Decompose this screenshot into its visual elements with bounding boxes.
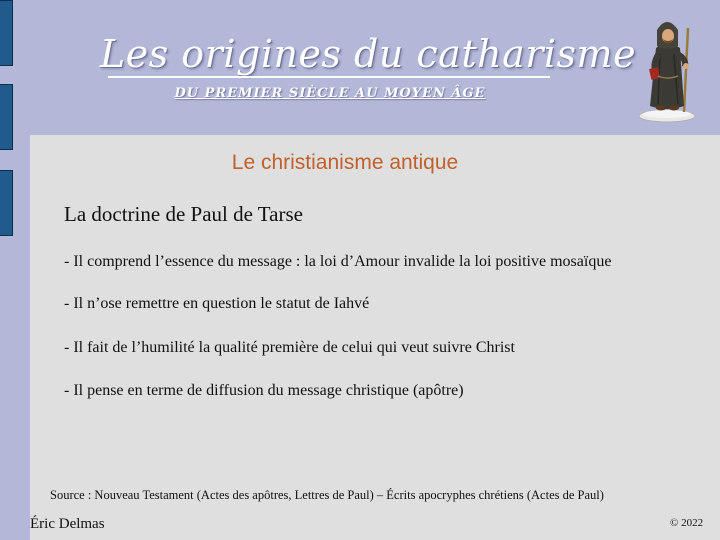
author-name: Éric Delmas (30, 516, 105, 532)
bullet-item: - Il n’ose remettre en question le statut de Iahvé (64, 295, 370, 312)
bullet-item: - Il comprend l’essence du message : la loi d’Amour invalide la loi positive mosaïque (64, 253, 612, 270)
slide-subtitle: DU PREMIER SIÈCLE AU MOYEN ÂGE (174, 86, 486, 101)
slide-content-panel (30, 135, 720, 540)
title-underline (108, 76, 550, 78)
slide-heading: La doctrine de Paul de Tarse (64, 202, 303, 226)
section-title: Le christianisme antique (231, 151, 459, 174)
side-tab-3[interactable] (0, 170, 13, 236)
slide-title: Les origines du catharisme (100, 32, 637, 76)
cathar-monk-figurine-icon (636, 10, 700, 124)
copyright-notice: © 2022 (670, 517, 704, 529)
bullet-item: - Il fait de l’humilité la qualité première de celui qui veut suivre Christ (64, 339, 515, 356)
bullet-item: - Il pense en terme de diffusion du message christique (apôtre) (64, 382, 464, 399)
slide-header (0, 0, 720, 135)
source-note: Source : Nouveau Testament (Actes des apôtres, Lettres de Paul) – Écrits apocryphes chrétiens (Actes de Paul) (50, 488, 604, 502)
